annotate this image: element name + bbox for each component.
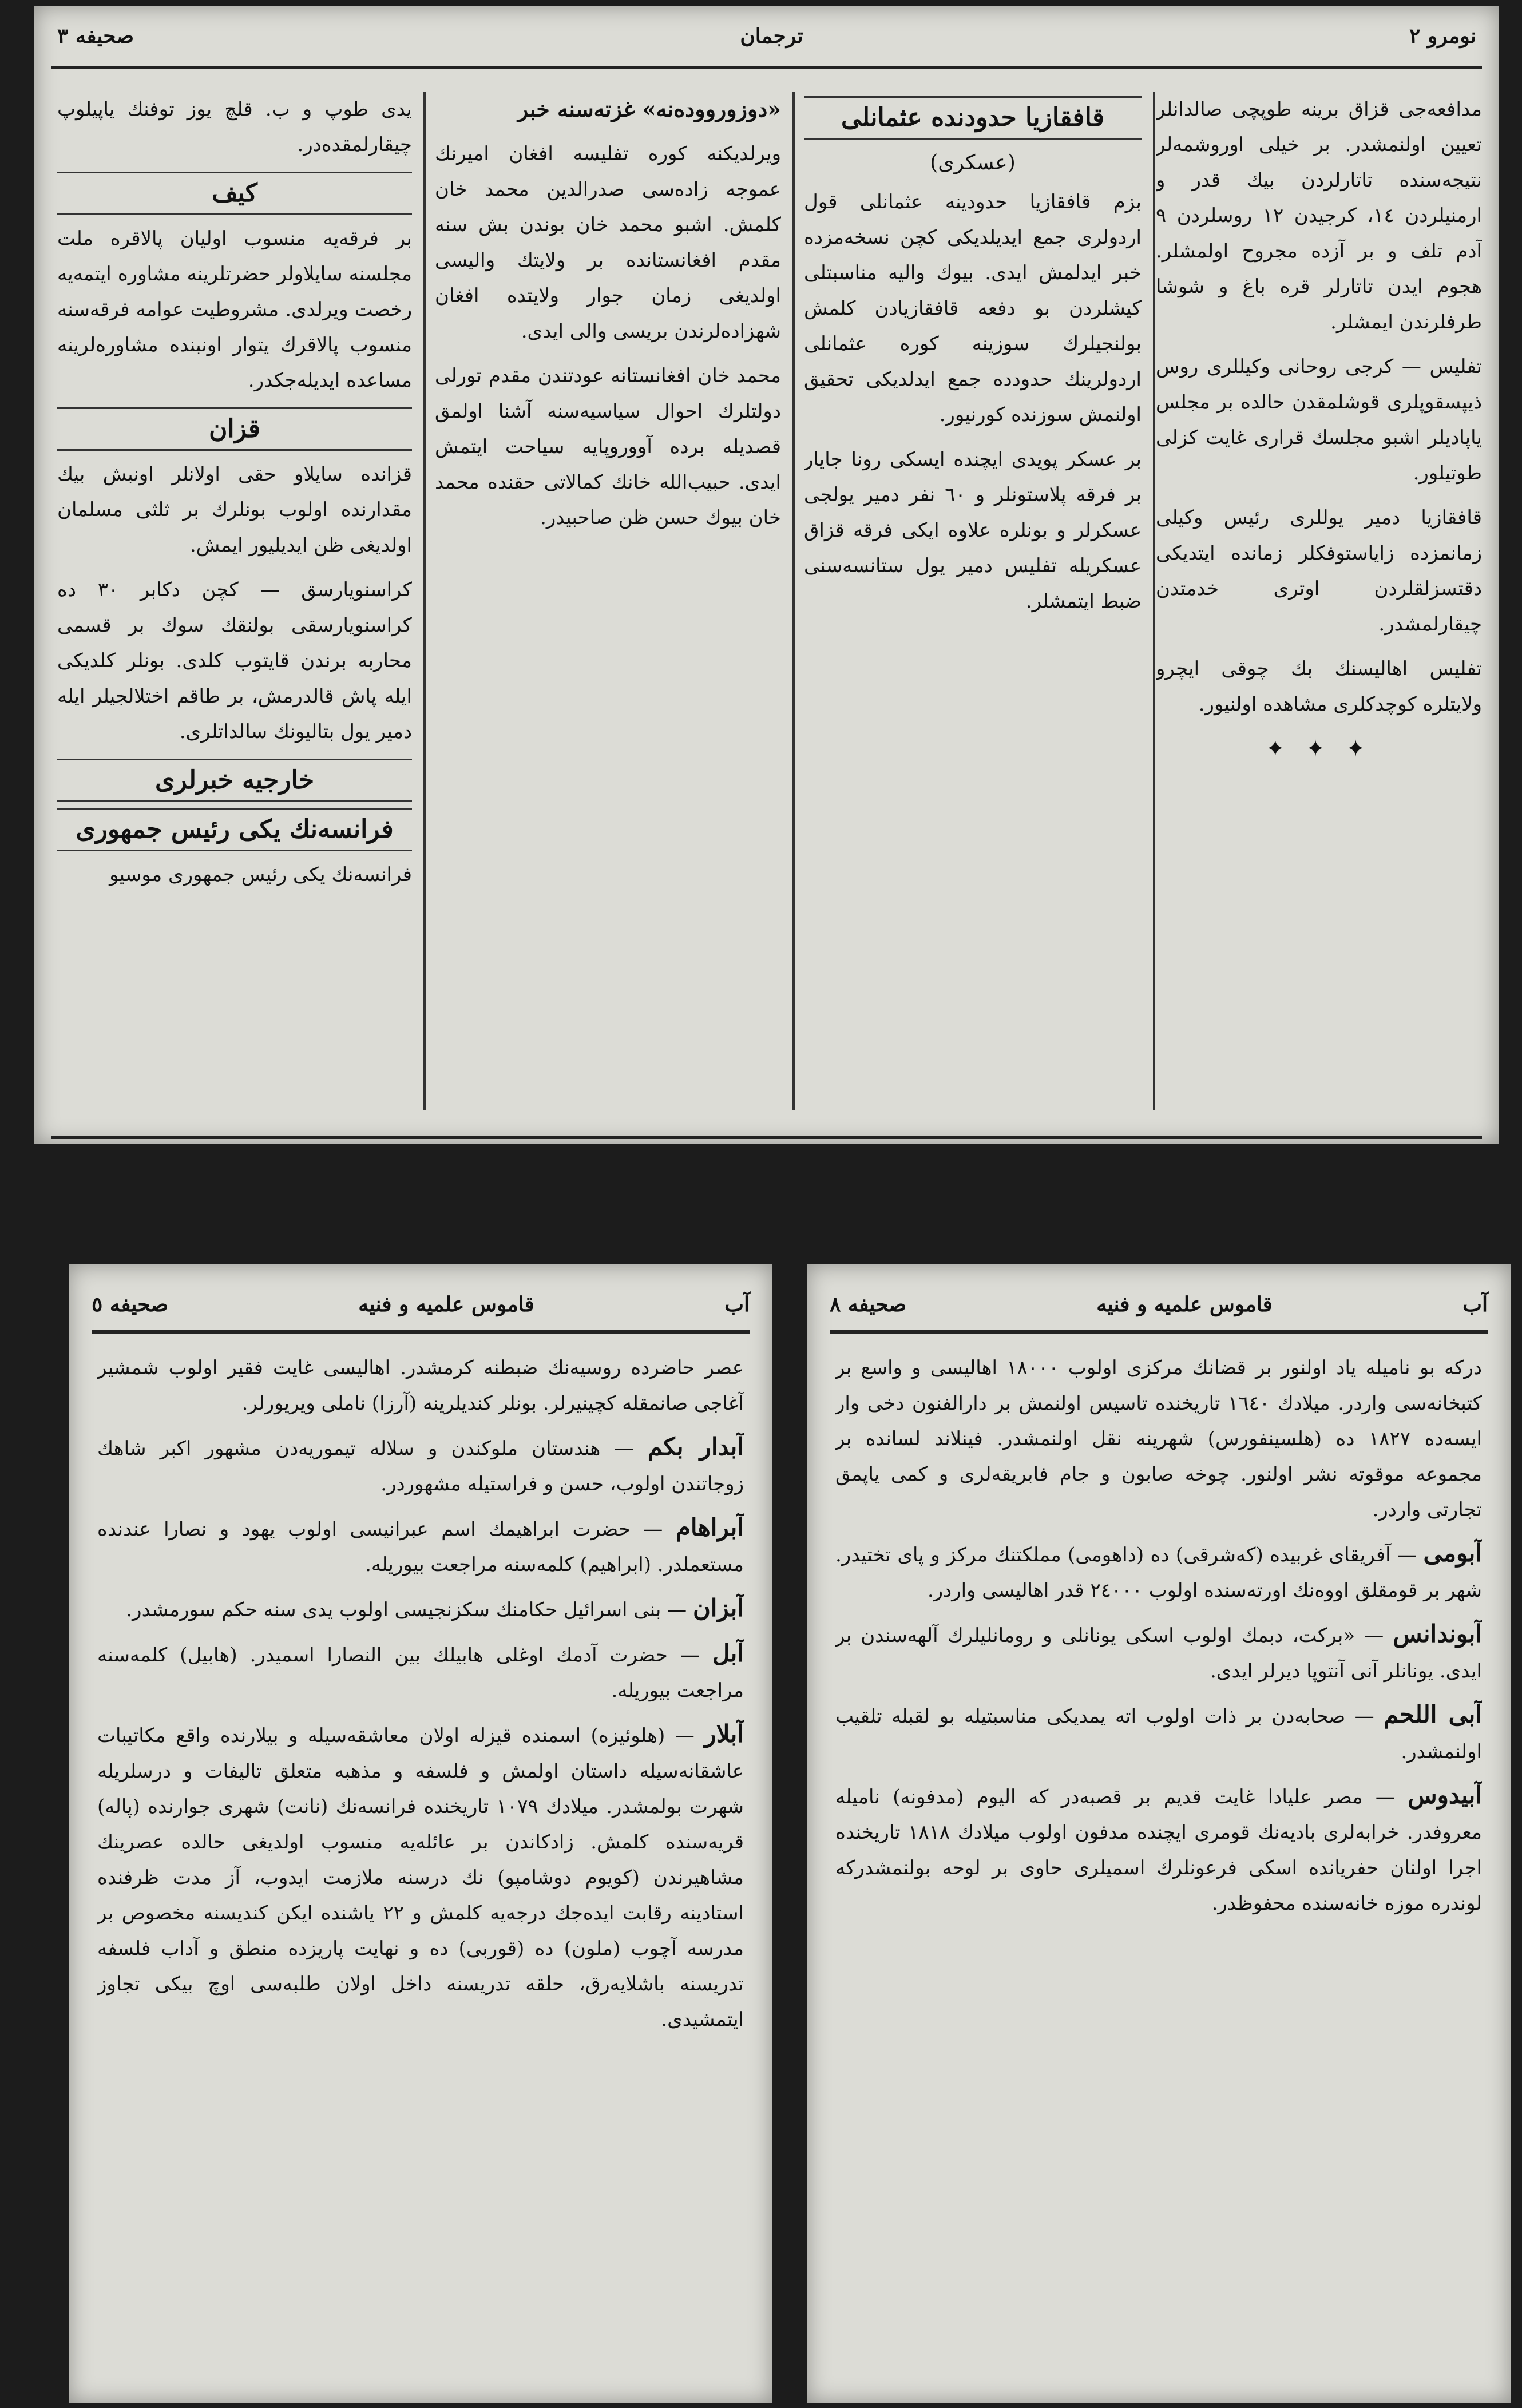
dictionary-rule <box>92 1330 750 1334</box>
col4-paragraph: فرانسه‌نك يكى رئيس جمهورى موسيو <box>109 863 412 886</box>
dictionary-body <box>97 1350 744 2380</box>
dictionary-page-left <box>69 1264 772 2403</box>
column-4 <box>57 92 412 1121</box>
newspaper-page-top <box>34 6 1499 1144</box>
dictionary-header <box>830 1287 1488 1322</box>
dictionary-header <box>92 1287 750 1322</box>
col4-paragraph: كراسنويارسق — كچن دكابر ٣٠ ده كراسنويارسقى بولنقك سوك بر قسمى محاربه برندن قايتوب كلدى. بونلر كلديكى ايله پاش قالدرمش، بر طاقم اختلالجيلر ايله دمير يول بتاليونك سالداتلرى. <box>57 578 412 743</box>
col3-paragraph: ويرلديكنه كوره تفليسه افغان اميرنك عموجه زاده‌سى صدرالدين محمد خان كلمش. اشبو محمد خان بوندن بش سنه مقدم افغانستانده بر ولايتك واليسى اولديغى زمان جوار ولايتده افغان شهزاده‌لرندن بريسى والى ايدى. <box>435 142 781 343</box>
article-title: قافقازيا حدودنده عثمانلى <box>804 96 1142 140</box>
dictionary-body <box>835 1350 1482 2380</box>
col4-paragraph: قزانده سايلاو حقى اولانلر اونبش بيك مقدارنده اولوب بونلرك بر ثلثى مسلمان اولديغى ظن ايديليور ايمش. <box>57 463 412 557</box>
dictionary-page-number: صحيفه ٥ <box>92 1292 169 1316</box>
ornament-divider: ✦ ✦ ✦ <box>1266 736 1372 762</box>
dictionary-paragraph: دركه بو ناميله ياد اولنور بر قضانك مركزى اولوب ١٨٠٠٠ اهاليسى و واسع بر كتبخانه‌سى واردر. ميلادك ١٦٤٠ تاريخنده تاسيس اولنمش بر دارالفنون دخى وار ايسه‌ده ١٨٢٧ ده (هلسينفورس) شهرينه نقل اولنمشدر. فينلاند لسانده بر مجموعه موقوته نشر اولنور. چوخه صابون و جام فابريقه‌لرى و كمى ياپمق تجارتى واردر. <box>835 1356 1482 1521</box>
column-divider <box>1153 92 1155 1110</box>
article-subtitle: (عسكرى) <box>930 151 1016 174</box>
entry-text: — حضرت آدمك اوغلى هابيلك بين النصارا اسميدر. (هابيل) كلمه‌سنه مراجعت بيوريله. <box>97 1644 744 1702</box>
dictionary-entry <box>97 1590 744 1628</box>
column-2 <box>804 92 1142 1121</box>
dictionary-entry <box>97 1636 744 1708</box>
section-title-france: فرانسه‌نك يكى رئيس جمهورى <box>57 808 412 851</box>
dictionary-paragraph: عصر حاضرده روسيه‌نك ضبطنه كرمشدر. اهاليسى غايت فقير اولوب شمشير آغاجى صانمقله كچينيرلر. بونلر كنديلرينه (آرزا) ناملى ويريورلر. <box>97 1356 744 1415</box>
entry-text: — «بركت، دبمك اولوب اسكى يونانلى و رومانليلرك آلهه‌سندن بر ايدى. يونانلر آنى آنتوپا ديرلر ايدى. <box>835 1624 1482 1683</box>
entry-term: آبوندانس <box>1393 1620 1482 1648</box>
page-number: صحيفه ٣ <box>57 24 134 48</box>
entry-text: — مصر عليادا غايت قديم بر قصبه‌در كه اليوم (مدفونه) ناميله معروفدر. خرابه‌لرى باديه‌نك قومرى ايچنده مدفون اولوب ميلادك ١٨١٨ تاريخنده اجرا اولنان حفريانده اسكى فرعونلرك اسميلرى حاوى بر لوحه بولنمشدركه لوندره موزه خانه‌سنده محفوظدر. <box>835 1786 1482 1915</box>
entry-term: آبدار بكم <box>647 1433 744 1461</box>
entry-text: — صحابه‌دن بر ذات اولوب اته يمديكى مناسبتيله بو لقبله تلقيب اولنمشدر. <box>835 1705 1482 1763</box>
column-3 <box>435 92 781 1121</box>
entry-text: — حضرت ابراهيمك اسم عبرانيسى اولوب يهود و نصارا عندنده مستعملدر. (ابراهيم) كلمه‌سنه مراجعت بيوريله. <box>97 1518 744 1576</box>
dictionary-title: قاموس علميه و فنيه <box>1096 1292 1273 1316</box>
footer-rule <box>51 1136 1482 1139</box>
col1-paragraph: تفليس — كرجى روحانى وكيللرى روس ذيپسقوپلرى قوشلمقدن حالده بر مجلس ياپاديلر اشبو مجلسك قرارى غايت كزلى طوتيلور. <box>1156 355 1482 485</box>
dictionary-rule <box>830 1330 1488 1334</box>
entry-text: — (هلوئيزه) اسمنده قيزله اولان معاشقه‌سيله و بيلارنده واقع مكاتيبات عاشقانه‌سيله داستان اولمش و فلسفه و مذهبه متعلق تاليفات و درسلريله شهرت بولمشدر. ميلادك ١٠٧٩ تاريخنده فرانسه‌نك (نانت) شهرى جوارنده (پاله) قريه‌سنده كلمش. زادكاندن بر عائله‌يه منسوب اولديغى حالده عصرينك مشاهيرندن (كويوم دوشامپو) نك درسنه ملازمت ايدوب، آز مدت ظرفنده استادينه رقابت ايده‌جك درجه‌يه كلمش و ٢٢ ياشنده ايكن كنديسنه مخصوص بر مدرسه آچوب (ملون) ده (قوربى) ده و نهايت پاريزده منطق و آداب فلسفه تدريسنه باشلايه‌رق، حلقه تدريسنه داخل اولان طلبه‌سى اوچ بيكى تجاوز ايتمشيدى. <box>97 1724 744 2031</box>
dictionary-entry <box>835 1697 1482 1770</box>
column-divider <box>792 92 795 1110</box>
col1-paragraph: مدافعه‌جى قزاق برينه طوپچى صالدانلر تعيين اولنمشدر. بر خيلى اوروشمه‌لر نتيجه‌سنده تاتارلردن بيك قدر و ارمنيلردن ١٤، كرجيدن ١٢ روسلردن ٩ آدم تلف و بر آزده مجروح اولمشلر. هجوم ايدن تاتارلر قره باغ و شوشا طرفلرندن ايمشلر. <box>1156 98 1482 334</box>
dictionary-entry <box>835 1778 1482 1921</box>
col4-paragraph: يدى طوپ و ب. قلچ يوز توفنك ياپيلوپ چيقارلمقده‌در. <box>57 98 412 156</box>
col2-paragraph: بزم قافقازيا حدودينه عثمانلى قول اردولرى جمع ايديلديكى كچن نسخه‌مزده خبر ايدلمش ايدى. بيوك واليه مناسبتلى كيشلردن بو دفعه قافقازيادن كلمش بولنجيلرك سوزينه كوره عثمانلى اردولرينك حدودده جمع ايدلديكى تحقيق اولنمش سوزنده كورنيور. <box>804 191 1142 426</box>
entry-text: — آفريقاى غربيده (كه‌شرقى) ده (داهومى) مملكتنك مركز و پاى تختيدر. شهر بر قومقلق اووه‌نك اورته‌سنده اولوب ٢٤٠٠٠ قدر اهاليسى واردر. <box>835 1544 1482 1602</box>
entry-text: — هندستان ملوكندن و سلاله تيموريه‌دن مشهور اكبر شاهك زوجاتندن اولوب، حسن و فراستيله مشهوردر. <box>97 1437 744 1495</box>
col4-paragraph: بر فرقه‌يه منسوب اوليان پالاقره ملت مجلسنه سايلاولر حضرتلرينه مشاوره ايتمه‌يه رخصت ويرلدى. مشروطيت عوامه فرقه‌سنه منسوب پالاقرك يتوار اونبنده مشاوره‌لرينه مساعده ايديله‌جكدر. <box>57 227 412 392</box>
entry-text: — بنى اسرائيل حكامنك سكزنجيسى اولوب يدى سنه حكم سورمشدر. <box>126 1598 687 1621</box>
issue-number: نومرو ٢ <box>1409 24 1476 48</box>
dictionary-entry <box>835 1536 1482 1608</box>
entry-term: آبى اللحم <box>1384 1700 1482 1728</box>
dictionary-entry <box>97 1429 744 1502</box>
dictionary-entry <box>97 1510 744 1582</box>
dictionary-entry <box>835 1616 1482 1689</box>
masthead-title: ترجمان <box>740 24 803 48</box>
dictionary-letters: آب <box>724 1292 750 1316</box>
col2-paragraph: بر عسكر پويدى ايچنده ايسكى رونا جايار بر فرقه پلاستونلر و ٦٠ نفر دمير يولجى عسكرلر و بونلره علاوه ايكى فرقه قزاق عسكريله تفليس دمير يول ستانسه‌سنى ضبط ايتمشلر. <box>804 448 1142 613</box>
col3-heading: «دوزورووده‌نه» غزته‌سنه خبر <box>517 96 781 122</box>
dictionary-letters: آب <box>1462 1292 1488 1316</box>
dictionary-page-right <box>807 1264 1511 2403</box>
col1-paragraph: تفليس اهاليسنك بك چوقى ايچرو ولايتلره كوچدكلرى مشاهده اولنيور. <box>1156 657 1482 716</box>
dictionary-page-number: صحيفه ٨ <box>830 1292 907 1316</box>
page-header <box>57 16 1476 56</box>
header-rule <box>51 66 1482 69</box>
dictionary-entry <box>97 1716 744 2037</box>
entry-term: آبزان <box>692 1594 744 1622</box>
entry-term: آبراهام <box>675 1513 744 1541</box>
column-divider <box>423 92 426 1110</box>
entry-term: آبومى <box>1423 1539 1482 1567</box>
col3-paragraph: محمد خان افغانستانه عودتندن مقدم تورلى دولتلرك احوال سياسيه‌سنه آشنا اولمق قصديله برده آووروپايه سياحت ايتمش ايدى. حبيب‌الله خانك كمالاتى حقنده محمد خان بيوك حسن ظن صاحبيدر. <box>435 364 781 529</box>
section-title-kazan: قزان <box>57 407 412 451</box>
column-1 <box>1156 92 1482 1121</box>
dictionary-title: قاموس علميه و فنيه <box>358 1292 534 1316</box>
entry-term: آبلار <box>704 1720 744 1748</box>
entry-term: آبل <box>712 1639 744 1667</box>
entry-term: آبيدوس <box>1408 1781 1482 1809</box>
col1-paragraph: قافقازيا دمير يوللرى رئيس وكيلى زمانمزده زاياستوفكلر زمانده ايتديكى دقتسزلقلردن اوترى خدمتدن چيقارلمشدر. <box>1156 506 1482 636</box>
section-title-foreign-news: خارجيه خبرلرى <box>57 759 412 802</box>
section-title-kief: كيف <box>57 172 412 215</box>
